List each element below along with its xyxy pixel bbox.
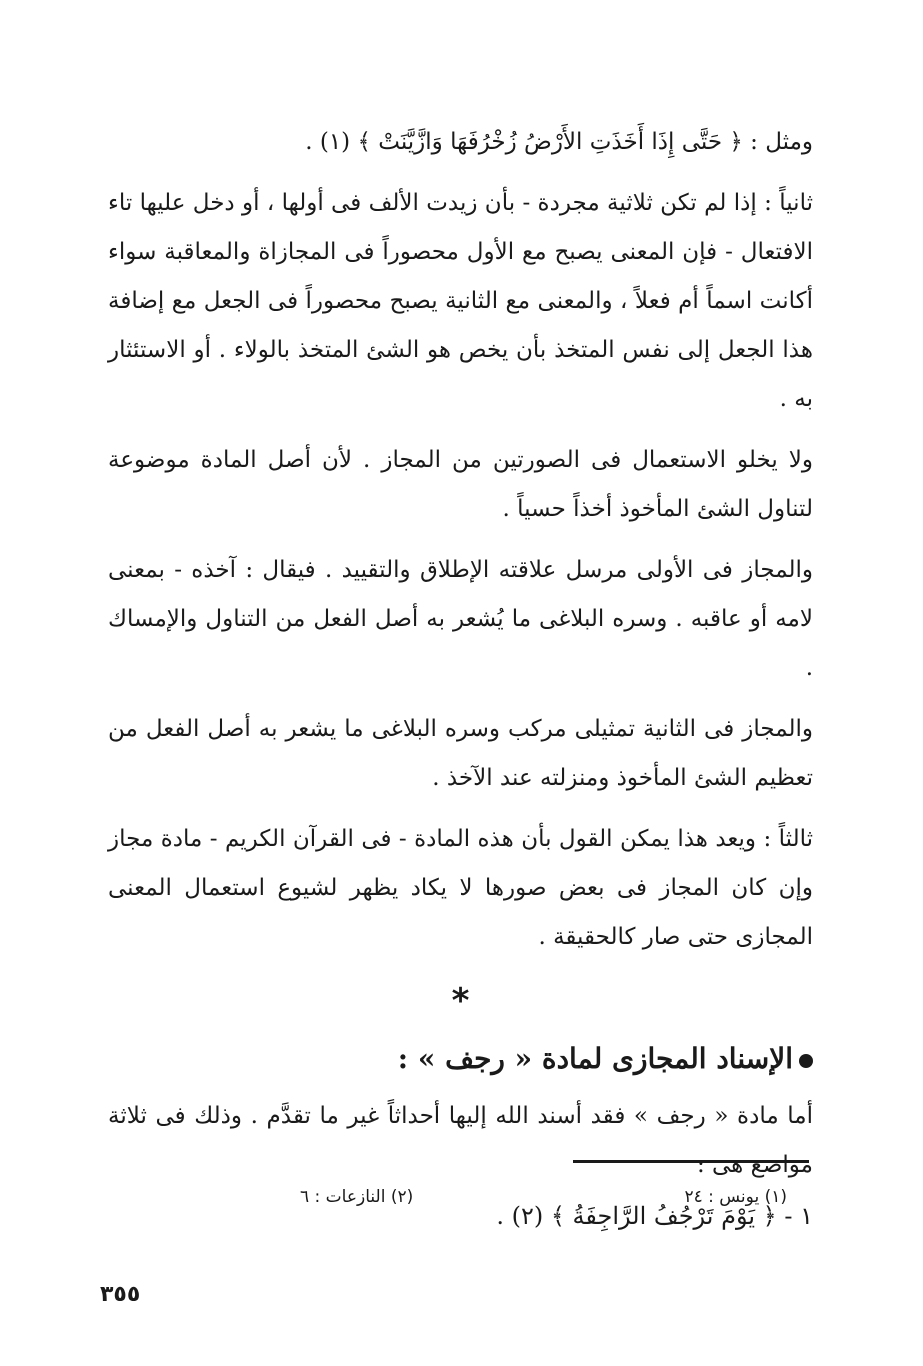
- footnotes: [300, 1182, 787, 1212]
- page-number: ٣٥٥: [100, 1282, 141, 1307]
- paragraph-metaphor-first: والمجاز فى الأولى مرسل علاقته الإطلاق والتقييد . فيقال : آخذه - بمعنى لامه أو عاقبه . وسره البلاغى ما يُشعر به أصل الفعل من التناول والإمساك .: [108, 557, 813, 681]
- verse-item-1: ١ - ﴿ يَوْمَ تَرْجُفُ الرَّاجِفَةُ ﴾ (٢) .: [496, 1202, 813, 1230]
- paragraph-thirdly: ثالثاً : ويعد هذا يمكن القول بأن هذه المادة - فى القرآن الكريم - مادة مجاز وإن كان المجاز فى بعض صورها لا يكاد يظهر لشيوع استعمال المعنى المجازى حتى صار كالحقيقة .: [108, 826, 813, 950]
- footnote-divider: [573, 1160, 809, 1163]
- footnote-1: (١) يونس : ٢٤: [684, 1187, 787, 1207]
- paragraph-rajf-intro: أما مادة « رجف » فقد أسند الله إليها أحداثاً غير ما تقدَّم . وذلك فى ثلاثة مواضع هى :: [108, 1103, 813, 1178]
- paragraph-secondly: ثانياً : إذا لم تكن ثلاثية مجردة - بأن زيدت الألف فى أولها ، أو دخل عليها تاء الافتعال - فإن المعنى يصبح مع الأول محصوراً فى المجازاة والمعاقبة سواء أكانت اسماً أم فعلاً ، والمعنى مع الثانية يصبح محصوراً فى الجعل مع إضافة هذا الجعل إلى نفس المتخذ بأن يخص هو الشئ المتخذ بالولاء . أو الاستئثار به .: [108, 190, 813, 412]
- bullet-icon: [799, 1054, 813, 1068]
- section-heading-text: الإسناد المجازى لمادة « رجف » :: [397, 1042, 793, 1075]
- paragraph-metaphor-second: والمجاز فى الثانية تمثيلى مركب وسره البلاغى ما يشعر به أصل الفعل من تعظيم الشئ المأخوذ ومنزلته عند الآخذ .: [108, 716, 813, 791]
- page-body: [108, 118, 813, 1242]
- paragraph-metaphor-usage: ولا يخلو الاستعمال فى الصورتين من المجاز . لأن أصل المادة موضوعة لتناول الشئ المأخوذ أخذاً حسياً .: [108, 447, 813, 522]
- footnote-2: (٢) النازعات : ٦: [300, 1187, 414, 1207]
- section-separator: *: [451, 981, 470, 1021]
- section-heading: [108, 1032, 813, 1086]
- paragraph-example-verse: ومثل : ﴿ حَتَّى إِذَا أَخَذَتِ الأَرْضُ زُخْرُفَهَا وَازَّيَّنَتْ ﴾ (١) .: [305, 129, 813, 155]
